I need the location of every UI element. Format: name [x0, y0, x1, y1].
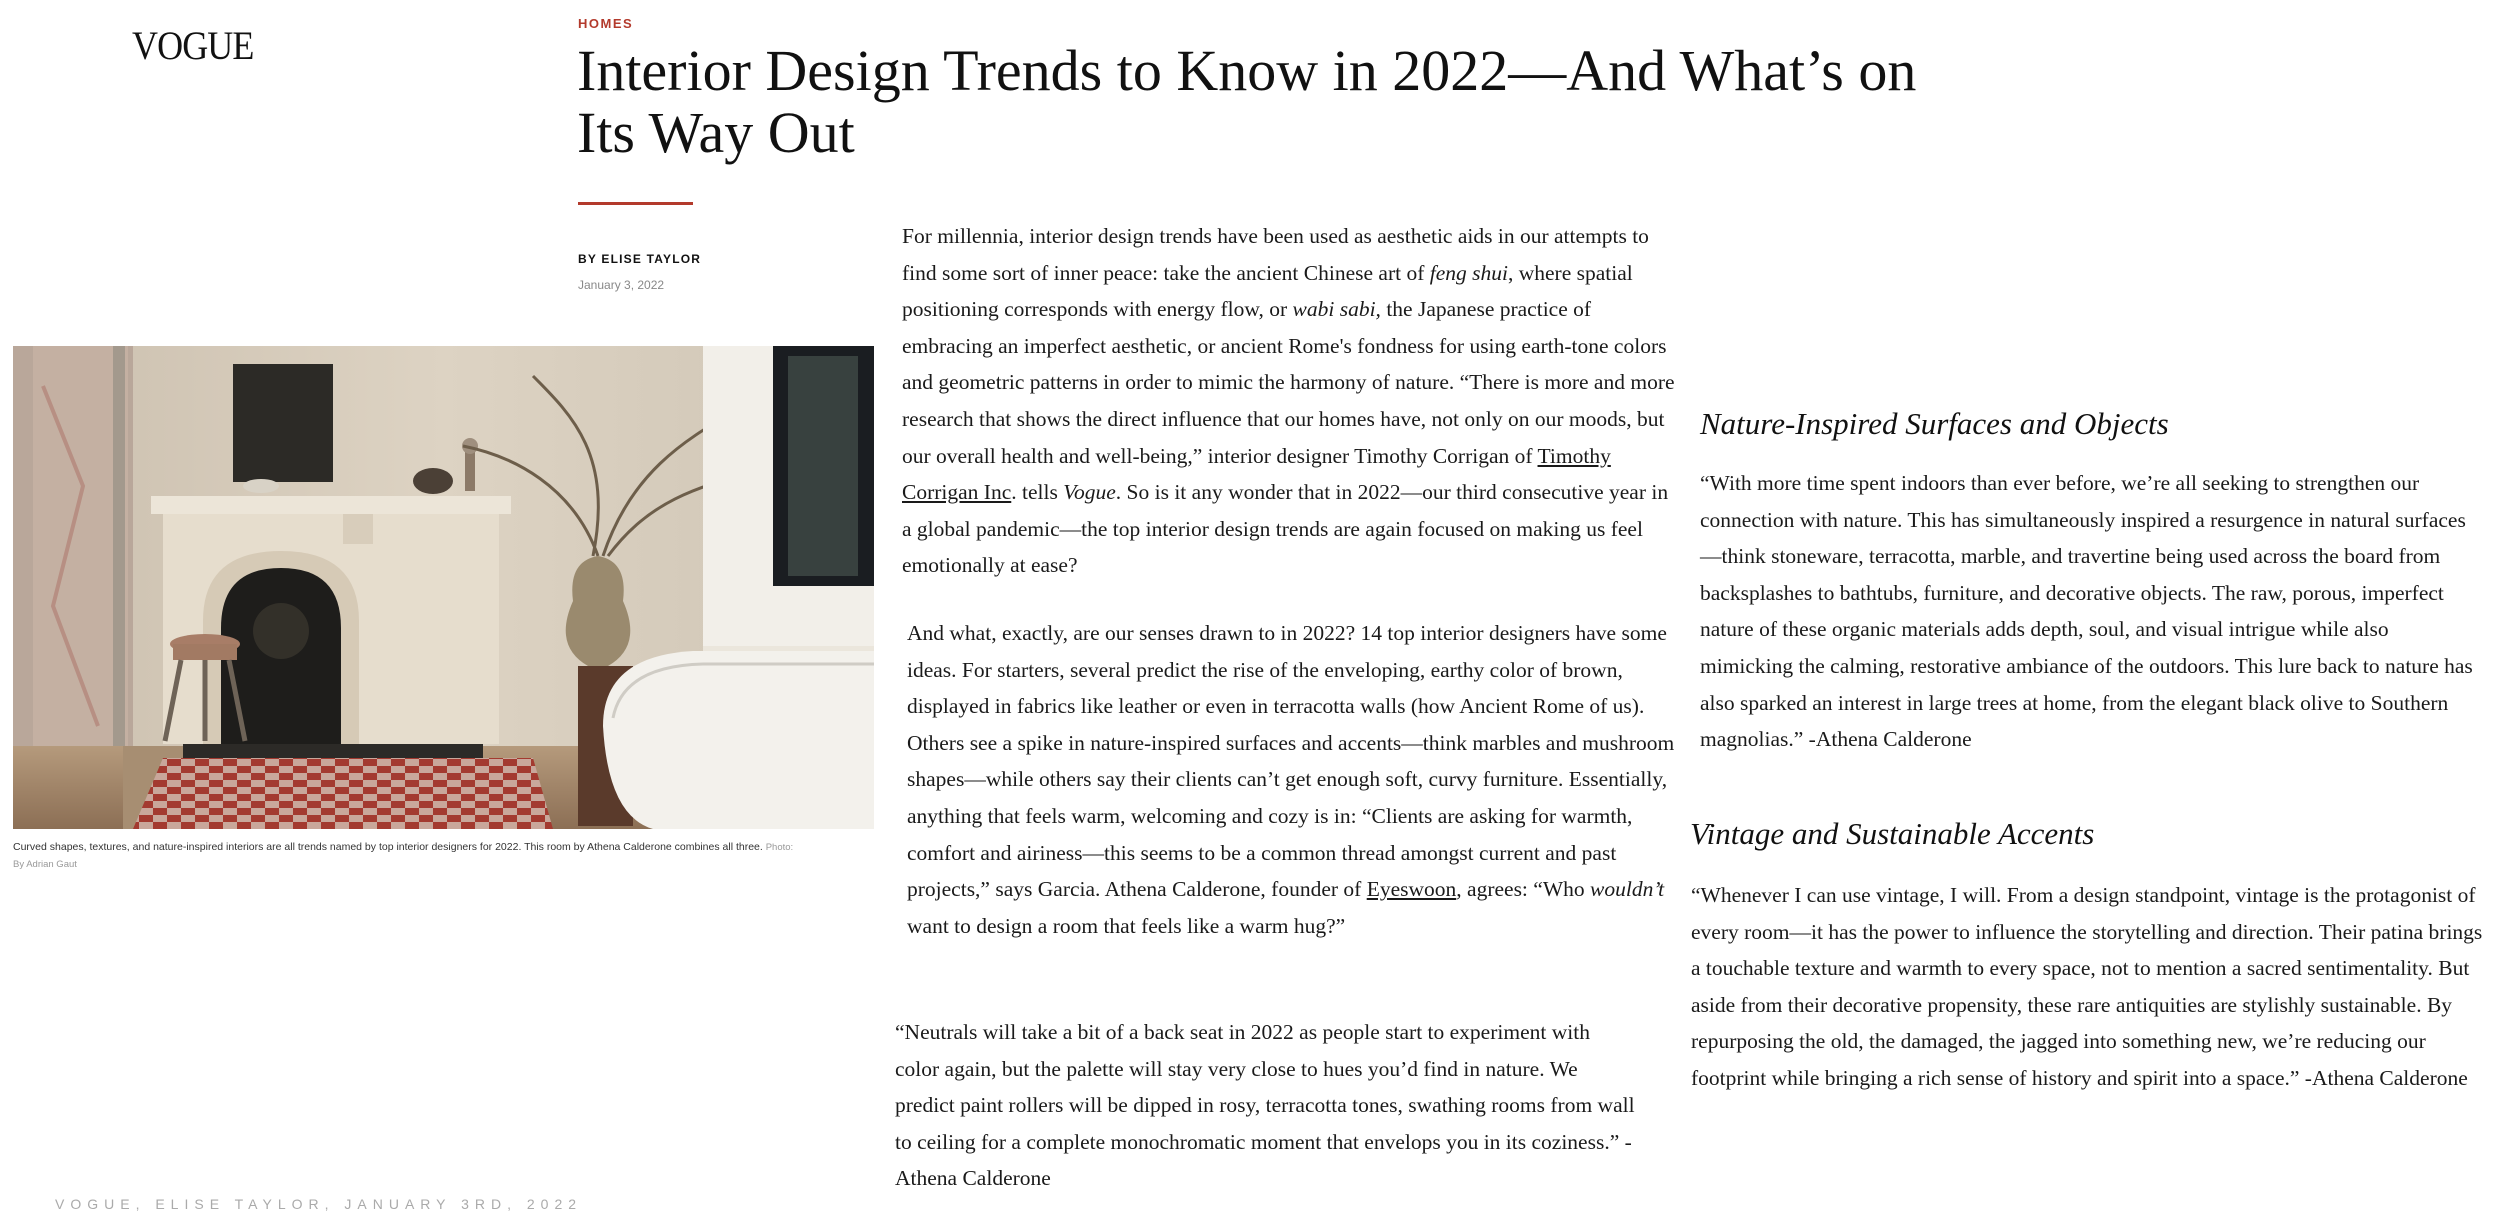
- image-caption: [13, 839, 873, 873]
- second-paragraph: [907, 615, 1682, 944]
- nature-section-body: “With more time spent indoors than ever before, we’re all seeking to strengthen our connection with nature. This has simultaneously inspired a resurgence in natural surfaces—think stoneware, terracotta, marble, and travertine being used across the board from backsplashes to bathtubs, furniture, and decorative objects. The raw, porous, imperfect nature of these organic materials adds depth, soul, and visual intrigue while also mimicking the calming, restorative ambiance of the outdoors. This lure back to nature has also sparked an interest in large trees at home, from the elegant black olive to Southern magnolias.” -Athena Calderone: [1700, 471, 2473, 752]
- vogue-logo[interactable]: VOGUE: [132, 23, 254, 68]
- headline-divider: [578, 202, 693, 205]
- p2-emphasis: wouldn’t: [1590, 877, 1665, 902]
- section-heading-nature: Nature-Inspired Surfaces and Objects: [1700, 406, 2169, 441]
- p1-text-a: For millennia, interior design trends have been used as aesthetic aids in our attempts to find some sort of inner peace: take the ancient Chinese art of: [902, 224, 1649, 285]
- p1-text-h: . So is it any wonder that in 2022—our third consecutive year in a global pandemic—the top interior design trends are again focused on making us feel emotionally at ease?: [902, 480, 1669, 578]
- eyeswoon-link[interactable]: Eyeswoon: [1366, 877, 1457, 902]
- publish-date: January 3, 2022: [578, 278, 665, 292]
- timothy-corrigan-link[interactable]: Timothy Corrigan Inc: [902, 443, 1611, 505]
- vintage-section-body: “Whenever I can use vintage, I will. From a design standpoint, vintage is the protagonist of every room—it has the power to influence the storytelling and direction. Their patina brings a touchable texture and warmth to every space, not to mention a sacred sentimentality. But aside from their decorative propensity, these rare antiquities are stylishly sustainable. By repurposing the old, the damaged, the jagged into something new, we’re reducing our footprint while bringing a rich sense of history and spirit into a space.” -Athena Calderone: [1691, 883, 2483, 1090]
- hero-image: [13, 346, 874, 829]
- p1-vogue-name: Vogue: [1063, 480, 1116, 505]
- photo-credit-label: Photo:: [765, 842, 794, 853]
- footer-citation: VOGUE, ELISE TAYLOR, JANUARY 3RD, 2022: [55, 1196, 583, 1212]
- p2-text-d: want to design a room that feels like a warm hug?”: [907, 913, 1346, 938]
- p1-text-c: , where spatial positioning corresponds with energy flow, or: [902, 260, 1633, 322]
- section-heading-vintage: Vintage and Sustainable Accents: [1690, 816, 2095, 851]
- neutrals-quote: “Neutrals will take a bit of a back seat in 2022 as people start to experiment with color again, but the palette will stay very close to hues you’d find in nature. We predict paint rollers will be dipped in rosy, terracotta tones, swathing rooms from wall to ceiling for a complete monochromatic moment that envelops you in its coziness.” -Athena Calderone: [895, 1020, 1635, 1191]
- photo-credit-name: By Adrian Gaut: [13, 859, 77, 870]
- article-headline: Interior Design Trends to Know in 2022—And What’s on Its Way Out: [577, 38, 1917, 165]
- p1-text-e: the Japanese practice of embracing an imperfect aesthetic, or ancient Rome's fondness for using earth-tone colors and geometric patterns in order to mimic the harmony of nature. “There is more and more research that shows the direct influence that our homes have, not only on our moods, but our overall health and well-being,” interior designer Timothy Corrigan of: [902, 297, 1675, 468]
- p1-text-f: . tells: [1011, 480, 1064, 505]
- p1-term-feng-shui: feng shui: [1429, 260, 1508, 285]
- caption-text: Curved shapes, textures, and nature-inspired interiors are all trends named by top interior designers for 2022. This room by Athena Calderone combines all three.: [13, 841, 763, 853]
- p2-text-b: , agrees: “Who: [1456, 877, 1590, 902]
- category-link[interactable]: HOMES: [578, 16, 634, 31]
- intro-paragraph: [902, 218, 1682, 584]
- p2-text-a: And what, exactly, are our senses drawn to in 2022? 14 top interior designers have some ideas. For starters, several predict the rise of the enveloping, earthy color of brown, displayed in fabrics like leather or even in terracotta walls (how Ancient Rome of us). Others see a spike in nature-inspired surfaces and accents—think marbles and mushroom shapes—while others say their clients can’t get enough soft, curvy furniture. Essentially, anything that feels warm, welcoming and cozy is in: “Clients are asking for warmth, comfort and airiness—this seems to be a common thread amongst current and past projects,” says Garcia. Athena Calderone, founder of: [907, 621, 1675, 902]
- bathroom-interior-illustration: [13, 346, 874, 829]
- p1-term-wabi-sabi: wabi sabi,: [1292, 297, 1381, 322]
- author-byline[interactable]: BY ELISE TAYLOR: [578, 252, 702, 266]
